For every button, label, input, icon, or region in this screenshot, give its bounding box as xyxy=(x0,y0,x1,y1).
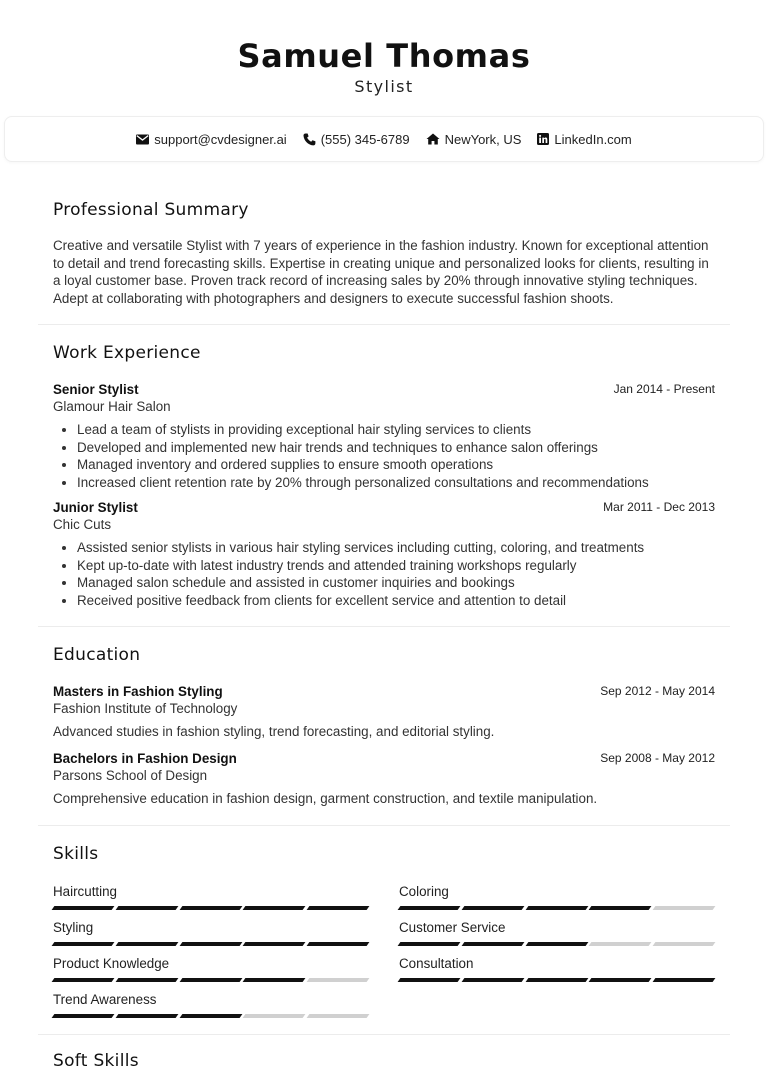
job-bullet: • Developed and implemented new hair trends and techniques to enhance salon offerings xyxy=(77,439,715,457)
skills-heading: Skills xyxy=(53,844,99,864)
summary-section xyxy=(38,162,730,325)
envelope-icon xyxy=(136,134,149,145)
skill-level-segment-filled xyxy=(179,906,242,910)
skill-level-segment-filled xyxy=(398,906,461,910)
skill-level-segment-filled xyxy=(179,1014,242,1018)
contact-email[interactable] xyxy=(136,132,286,147)
skill-level-segment-filled xyxy=(115,906,178,910)
skill-level-segment-filled xyxy=(307,906,370,910)
skill-item xyxy=(399,920,714,946)
skill-name: Trend Awareness xyxy=(53,992,157,1007)
soft-skills-heading: Soft Skills xyxy=(53,1051,139,1071)
job-title: Senior Stylist xyxy=(53,382,139,397)
job-bullet: • Managed inventory and ordered supplies to ensure smooth operations xyxy=(77,456,715,474)
skill-level-bar xyxy=(53,906,368,910)
contact-linkedin-text: LinkedIn.com xyxy=(554,131,632,147)
experience-heading: Work Experience xyxy=(53,343,201,363)
education-description: Advanced studies in fashion styling, trend forecasting, and editorial styling. xyxy=(53,724,495,739)
skill-level-segment-empty xyxy=(653,942,716,946)
resume-header xyxy=(0,0,768,96)
job-bullet: • Managed salon schedule and assisted in customer inquiries and bookings xyxy=(77,574,715,592)
job-bullet: • Lead a team of stylists in providing exceptional hair styling services to clients xyxy=(77,421,715,439)
job-bullets xyxy=(53,421,715,491)
skill-level-segment-filled xyxy=(461,942,524,946)
skill-name: Haircutting xyxy=(53,884,118,899)
education-dates: Sep 2008 - May 2012 xyxy=(600,751,715,765)
contact-phone-text: (555) 345-6789 xyxy=(320,131,410,147)
skill-level-bar xyxy=(53,942,368,946)
education-entry xyxy=(53,750,715,807)
education-dates: Sep 2012 - May 2014 xyxy=(600,684,715,698)
skill-level-segment-filled xyxy=(52,978,115,982)
phone-icon xyxy=(303,133,316,146)
skill-level-segment-empty xyxy=(589,942,652,946)
skill-level-segment-empty xyxy=(653,906,716,910)
contact-bar xyxy=(4,116,764,162)
skill-level-bar xyxy=(399,942,714,946)
job-bullets xyxy=(53,539,715,609)
job-bullet: • Received positive feedback from clients for excellent service and attention to detail xyxy=(77,592,715,610)
skill-level-segment-filled xyxy=(461,906,524,910)
skill-level-bar xyxy=(53,1014,368,1018)
skill-item xyxy=(53,992,368,1018)
soft-skills-section xyxy=(38,1035,730,1071)
skill-level-segment-filled xyxy=(243,978,306,982)
skills-section xyxy=(38,826,730,1035)
job-dates: Mar 2011 - Dec 2013 xyxy=(603,500,715,514)
experience-section xyxy=(38,325,730,627)
skill-name: Styling xyxy=(53,920,94,935)
degree-title: Bachelors in Fashion Design xyxy=(53,751,237,766)
degree-title: Masters in Fashion Styling xyxy=(53,684,223,699)
candidate-name: Samuel Thomas xyxy=(237,37,531,75)
skill-level-segment-filled xyxy=(307,942,370,946)
job-company: Glamour Hair Salon xyxy=(53,399,171,414)
skill-level-segment-filled xyxy=(115,1014,178,1018)
job-company: Chic Cuts xyxy=(53,517,112,532)
skill-level-segment-filled xyxy=(243,942,306,946)
skill-level-segment-filled xyxy=(243,906,306,910)
skill-level-segment-empty xyxy=(243,1014,306,1018)
job-bullet: • Assisted senior stylists in various hair styling services including cutting, coloring, and treatments xyxy=(77,539,715,557)
education-heading: Education xyxy=(53,645,141,665)
skill-level-segment-filled xyxy=(179,978,242,982)
skill-level-segment-filled xyxy=(398,978,461,982)
skill-item xyxy=(53,920,368,946)
job-title: Junior Stylist xyxy=(53,500,138,515)
skill-item xyxy=(399,884,714,910)
education-description: Comprehensive education in fashion design, garment construction, and textile manipulation. xyxy=(53,791,598,806)
home-icon xyxy=(426,133,440,145)
skill-item xyxy=(53,956,368,982)
skill-level-segment-filled xyxy=(589,978,652,982)
skill-level-segment-empty xyxy=(307,978,370,982)
skill-item xyxy=(399,956,714,982)
summary-heading: Professional Summary xyxy=(53,200,249,220)
skill-level-bar xyxy=(53,978,368,982)
skill-name: Product Knowledge xyxy=(53,956,170,971)
skill-level-segment-filled xyxy=(525,906,588,910)
skill-level-segment-filled xyxy=(52,906,115,910)
skill-level-segment-empty xyxy=(307,1014,370,1018)
skill-level-segment-filled xyxy=(653,978,716,982)
skill-level-segment-filled xyxy=(461,978,524,982)
contact-linkedin[interactable] xyxy=(537,132,631,147)
summary-text: Creative and versatile Stylist with 7 years of experience in the fashion industry. Known for exceptional attention to detail and trend forecasting skills. Expertise in creating unique and personalized looks for clients, resulting in a loyal customer base. Proven track record of increasing sales by 20% through innovative styling techniques. Adept at collaborating with photographers and designers to execute successful fashion shoots. xyxy=(53,238,709,306)
skill-name: Coloring xyxy=(399,884,449,899)
skill-level-segment-filled xyxy=(179,942,242,946)
contact-location-text: NewYork, US xyxy=(444,131,522,147)
skill-level-segment-filled xyxy=(115,978,178,982)
school-name: Parsons School of Design xyxy=(53,768,208,783)
skill-level-bar xyxy=(399,978,714,982)
skill-level-segment-filled xyxy=(398,942,461,946)
linkedin-icon xyxy=(537,133,549,145)
skill-level-segment-filled xyxy=(525,978,588,982)
contact-location xyxy=(426,132,522,147)
education-entry xyxy=(53,683,715,740)
skill-level-segment-filled xyxy=(52,1014,115,1018)
skill-level-segment-filled xyxy=(525,942,588,946)
skills-grid xyxy=(53,884,715,1018)
job-bullet: • Increased client retention rate by 20% through personalized consultations and recommendations xyxy=(77,474,715,492)
skill-level-segment-filled xyxy=(52,942,115,946)
skill-name: Consultation xyxy=(399,956,474,971)
education-section xyxy=(38,627,730,826)
job-entry xyxy=(53,499,715,609)
skill-name: Customer Service xyxy=(399,920,506,935)
skill-level-bar xyxy=(399,906,714,910)
contact-phone[interactable] xyxy=(303,132,410,147)
contact-email-text: support@cvdesigner.ai xyxy=(154,131,287,147)
school-name: Fashion Institute of Technology xyxy=(53,701,238,716)
job-bullet: • Kept up-to-date with latest industry trends and attended training workshops regularly xyxy=(77,557,715,575)
skill-level-segment-filled xyxy=(589,906,652,910)
skill-item xyxy=(53,884,368,910)
candidate-title: Stylist xyxy=(354,77,414,96)
job-entry xyxy=(53,381,715,491)
job-dates: Jan 2014 - Present xyxy=(613,382,715,396)
skill-level-segment-filled xyxy=(115,942,178,946)
